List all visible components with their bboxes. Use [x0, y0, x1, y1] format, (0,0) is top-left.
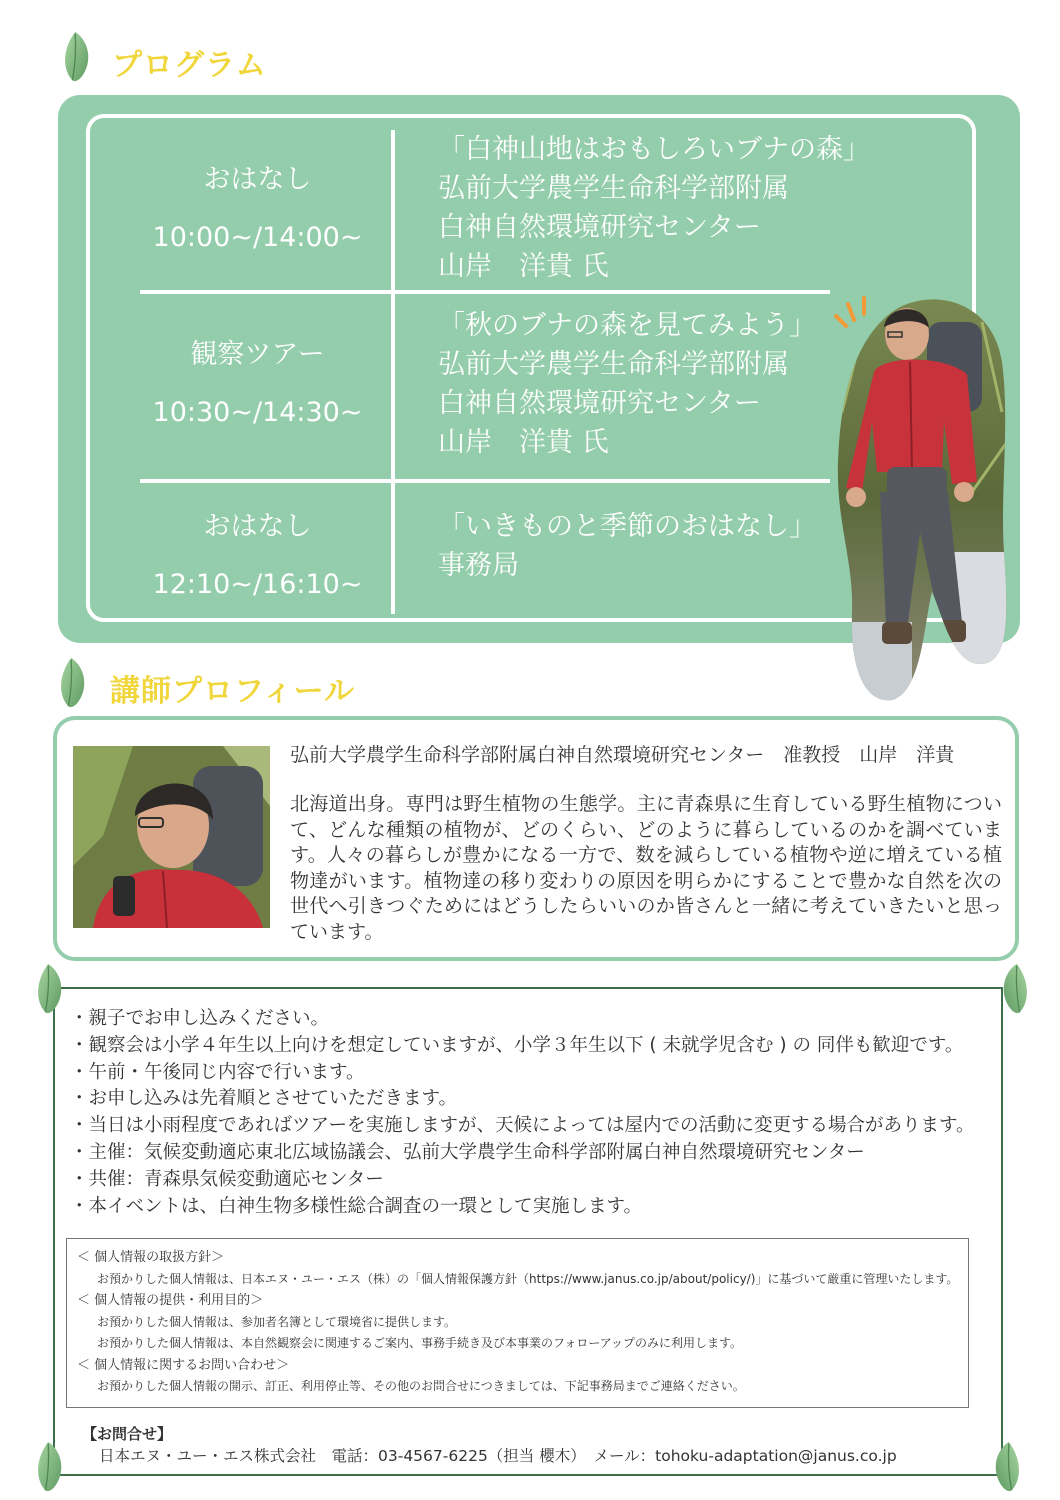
leaf-icon	[60, 30, 96, 84]
program-row-3-session	[130, 507, 385, 605]
session-host: 事務局	[438, 550, 519, 581]
speaker-affiliation: 弘前大学農学生命科学部附属	[438, 173, 789, 204]
privacy-text: お預かりした個人情報は、日本エヌ・ユー・エス（株）の「個人情報保護方針（https://www.janus.co.jp/about/policy/)」に基づいて厳重に管理いたします。	[97, 1271, 959, 1286]
privacy-text: お預かりした個人情報は、参加者名簿として環境省に提供します。	[97, 1314, 457, 1329]
note-item: ・ お申し込みは先着順とさせていただきます。	[70, 1086, 975, 1113]
speaker-affiliation: 弘前大学農学生命科学部附属	[438, 349, 789, 380]
privacy-policy-box	[66, 1238, 969, 1408]
speaker-affiliation: 白神自然環境研究センター	[438, 212, 761, 243]
lecturer-portrait	[73, 746, 270, 928]
session-time: 12:10~/16:10~	[152, 569, 363, 600]
contact-info: 日本エヌ・ユー・エス株式会社 電話：03-4567-6225（担当 櫻木） メール：tohoku-adaptation@janus.co.jp	[99, 1447, 897, 1465]
note-item: ・ 本イベントは、白神生物多様性総合調査の一環として実施します。	[70, 1194, 975, 1221]
program-row-divider	[140, 479, 830, 483]
leaf-icon	[56, 656, 92, 710]
privacy-text: お預かりした個人情報は、本自然観察会に関連するご案内、事務手続き及び本事業のフォローアップのみに利用します。	[97, 1336, 743, 1350]
privacy-heading: ＜ 個人情報の提供・利用目的＞	[77, 1293, 264, 1308]
leaf-icon	[33, 1440, 69, 1494]
session-time: 10:30~/14:30~	[152, 397, 363, 428]
program-row-2-details	[438, 306, 816, 462]
speaker-name: 山岸 洋貴 氏	[438, 251, 609, 282]
note-item: ・ 当日は小雨程度であればツアーを実施しますが、天候によっては屋内での活動に変更する場合があります。	[70, 1113, 975, 1140]
privacy-heading: ＜ 個人情報の取扱方針＞	[77, 1250, 225, 1265]
lecturer-title: 弘前大学農学生命科学部附属白神自然環境研究センター 准教授 山岸 洋貴	[290, 744, 955, 766]
program-title: プログラム	[112, 48, 267, 83]
session-topic: 「秋のブナの森を見てみよう」	[438, 310, 816, 341]
note-item: ・ 主催：気候変動適応東北広域協議会、弘前大学農学生命科学部附属白神自然環境研究センター	[70, 1140, 975, 1167]
leaf-icon	[988, 1440, 1024, 1494]
note-item: ・ 午前・午後同じ内容で行います。	[70, 1060, 975, 1087]
note-item: ・ 観察会は小学４年生以上向けを想定していますが、小学３年生以下 ( 未就学児含む ) の 同伴も歓迎です。	[70, 1033, 975, 1060]
program-row-3-details	[438, 507, 816, 585]
program-column-divider	[391, 130, 395, 614]
note-item: ・ 共催：青森県気候変動適応センター	[70, 1167, 975, 1194]
program-row-1-session	[130, 160, 385, 258]
program-row-1-details	[438, 130, 870, 286]
lecturer-bio: 北海道出身。専門は野生植物の生態学。主に青森県に生育している野生植物について、どんな種類の植物が、どのくらい、どのように暮らしているのかを調べています。人々の暮らしが豊かになる一方で、数を減らしている植物や逆に増えている植物達がいます。植物達の移り変わりの原因を明らかにすることで豊かな自然を次の世代へ引きつぐためにはどうしたらいいのか皆さんと一緒に考えていきたいと思っています。	[290, 793, 1002, 943]
session-topic: 「白神山地はおもしろいブナの森」	[438, 134, 870, 165]
program-row-2-session	[130, 335, 385, 433]
profile-title: 講師プロフィール	[110, 674, 355, 709]
notes-list	[70, 1006, 975, 1220]
leaf-icon	[996, 962, 1032, 1016]
session-name: おはなし	[203, 511, 312, 542]
session-name: おはなし	[203, 164, 312, 195]
session-name: 観察ツアー	[190, 339, 325, 370]
program-row-divider	[140, 290, 830, 294]
leaf-icon	[33, 962, 69, 1016]
speaker-name: 山岸 洋貴 氏	[438, 427, 609, 458]
lecturer-photo	[832, 292, 1008, 702]
session-time: 10:00~/14:00~	[152, 222, 363, 253]
privacy-heading: ＜ 個人情報に関するお問い合わせ＞	[77, 1357, 290, 1373]
note-item: ・ 親子でお申し込みください。	[70, 1006, 975, 1033]
privacy-text: お預かりした個人情報の開示、訂正、利用停止等、その他のお問合せにつきましては、下記事務局までご連絡ください。	[97, 1379, 745, 1393]
contact-heading: 【お問合せ】	[82, 1425, 173, 1443]
session-topic: 「いきものと季節のおはなし」	[438, 511, 816, 542]
speaker-affiliation: 白神自然環境研究センター	[438, 388, 761, 419]
